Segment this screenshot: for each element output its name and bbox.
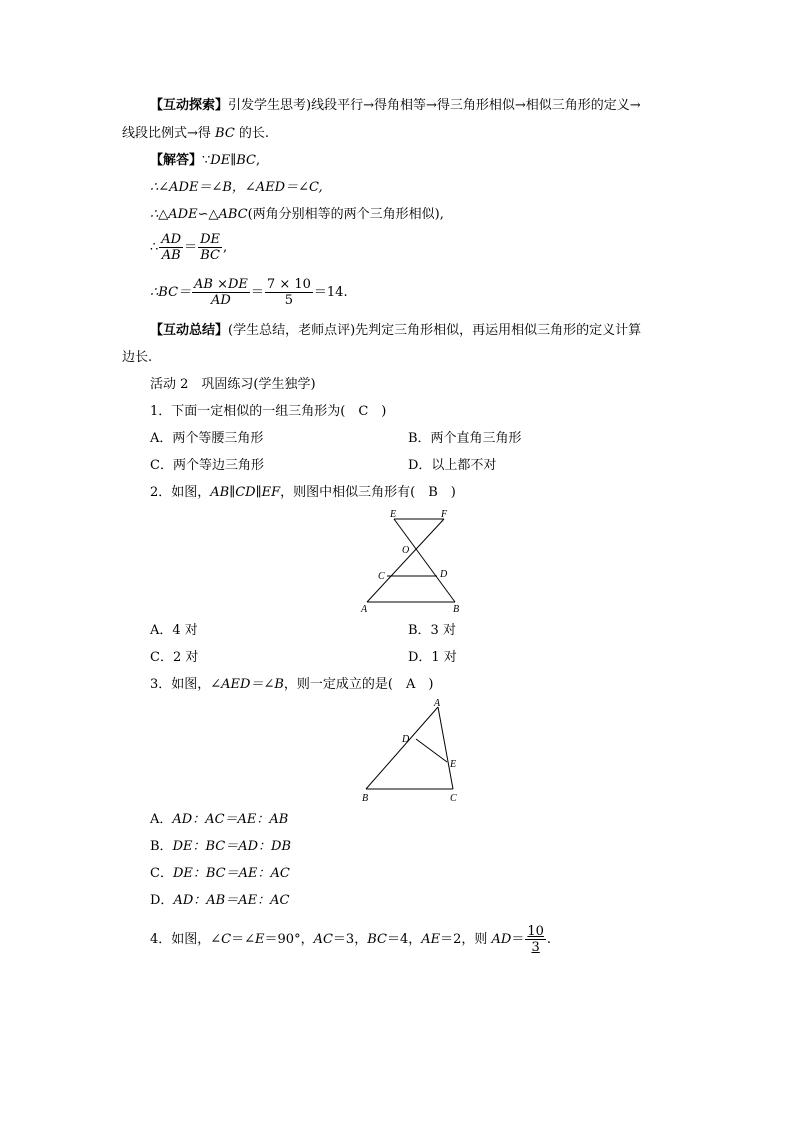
q2-option-b: B．3 对 [408,623,456,638]
explore-line-2: 线段比例式→得 BC 的长. [122,126,270,141]
solution-line-3: ∴△ADE∽△ABC(两角分别相等的两个三角形相似), [150,207,444,222]
q2-figure [355,505,470,617]
answer-fraction: $\frac{10}{3}$ [527,924,544,955]
activity-heading: 活动 2 巩固练习(学生独学) [150,377,316,392]
q2-stem: 2．如图，AB∥CD∥EF，则图中相似三角形有( B ) [150,485,456,500]
solution-line-1: 【解答】∵DE∥BC, [150,153,261,168]
summary-tag: 【互动总结】 [150,323,229,338]
solution-line-4: ∴ $\frac{AD}{AB}$ ＝ $\frac{DE}{BC}$ , [150,232,228,263]
label-d: D [402,734,410,745]
q2-option-c: C．2 对 [150,650,199,665]
solution-tag: 【解答】 [150,153,203,168]
q1-option-d: D．以上都不对 [408,458,497,473]
fraction-7-10-5: $\frac{7 \times 10}{5}$ [266,277,311,308]
q1-stem: 1．下面一定相似的一组三角形为( C ) [150,404,387,419]
q3-option-a: A．AD：AC＝AE：AB [150,812,289,827]
q1-option-c: C．两个等边三角形 [150,458,264,473]
q4-stem: 4．如图，∠C＝∠E＝90°，AC＝3，BC＝4，AE＝2，则 AD＝ $\frac{10}{3}$ . [150,924,552,955]
q3-option-b: B．DE：BC＝AD：DB [150,839,292,854]
q3-option-c: C．DE：BC＝AE：AC [150,866,290,881]
fraction-ad-ab: $\frac{AD}{AB}$ [161,232,182,263]
solution-line-5: ∴BC＝ $\frac{AB \times DE}{AD}$ ＝ $\frac{7 \times 10}{5}$ ＝14. [150,277,348,308]
label-e: E [450,759,457,770]
segment-f-a [367,519,444,602]
label-c: C [450,793,457,804]
segment-e-b [394,519,455,602]
summary-line-1: 【互动总结】(学生总结，老师点评)先判定三角形相似，再运用相似三角形的定义计算 [150,323,642,338]
label-f: F [441,509,448,520]
q2-option-d: D．1 对 [408,650,457,665]
fraction-de-bc: $\frac{DE}{BC}$ [200,232,221,263]
q1-option-a: A．两个等腰三角形 [150,431,264,446]
summary-line-2: 边长. [122,350,153,365]
label-a: A [434,698,441,709]
segment-a-c [438,707,453,789]
q1-option-b: B．两个直角三角形 [408,431,522,446]
label-d: D [440,569,448,580]
fraction-ab-de-ad: $\frac{AB \times DE}{AD}$ [194,277,248,308]
segment-a-b [366,707,438,789]
explore-line-1 [150,96,641,116]
label-e: E [390,509,397,520]
solution-line-2: ∴∠ADE＝∠B，∠AED＝∠C, [150,180,323,195]
explore-tag: 【互动探索】 [150,98,229,113]
label-o: O [402,545,410,556]
q3-stem: 3．如图，∠AED＝∠B，则一定成立的是( A ) [150,677,434,692]
label-c: C [378,571,385,582]
q2-option-a: A．4 对 [150,623,198,638]
label-b: B [453,604,460,615]
explore-text-1: 引发学生思考)线段平行→得角相等→得三角形相似→相似三角形的定义→ [228,98,641,113]
q3-option-d: D．AD：AB＝AE：AC [150,893,290,908]
label-a: A [361,604,368,615]
q3-figure [355,697,470,809]
segment-d-e [416,739,447,762]
label-b: B [362,793,369,804]
